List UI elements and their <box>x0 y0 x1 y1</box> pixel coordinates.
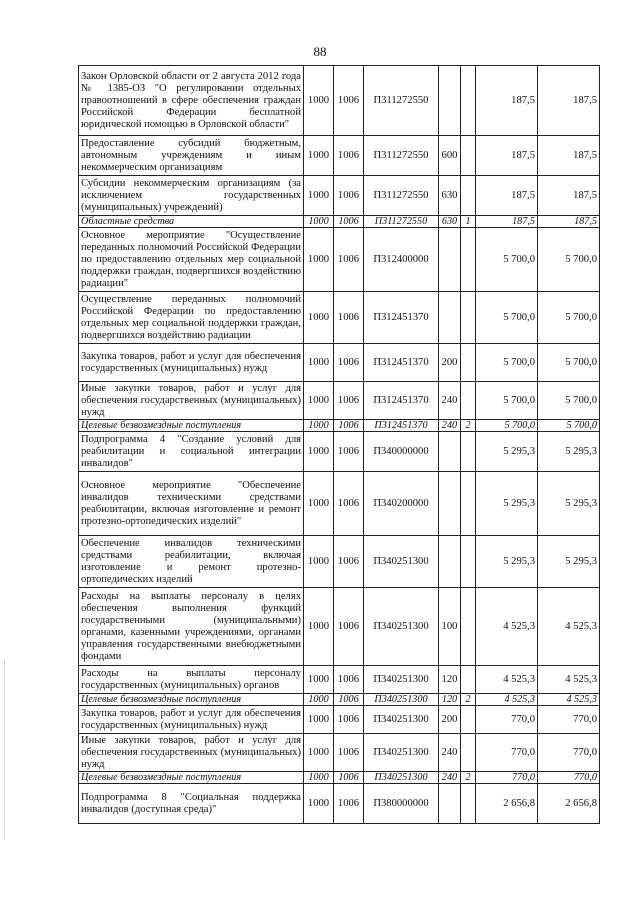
section-code: 1000 <box>304 382 334 420</box>
row-description: Субсидии некоммерческим организациям (за исключением государственных (муниципальных) учреждений) <box>79 176 304 216</box>
margin-marks <box>4 660 11 840</box>
expense-type-code <box>439 292 461 344</box>
amount-year-2: 187,5 <box>538 176 600 216</box>
amount-year-2: 5 700,0 <box>538 382 600 420</box>
funding-source-code <box>461 66 476 136</box>
target-article-code: П340251300 <box>364 588 439 666</box>
section-code: 1000 <box>304 432 334 472</box>
target-article-code: П340251300 <box>364 666 439 694</box>
funding-source-code <box>461 292 476 344</box>
amount-year-2: 5 700,0 <box>538 292 600 344</box>
row-description: Основное мероприятие "Обеспечение инвалидов техническими средствами реабилитации, включая изготовление и ремонт протезно-ортопедических изделий" <box>79 472 304 536</box>
target-article-code: П312451370 <box>364 344 439 382</box>
amount-year-1: 5 700,0 <box>476 292 538 344</box>
target-article-code: П312451370 <box>364 292 439 344</box>
subsection-code: 1006 <box>334 216 364 228</box>
expense-type-code <box>439 472 461 536</box>
funding-source-code <box>461 472 476 536</box>
expense-type-code: 630 <box>439 216 461 228</box>
table-row <box>79 536 600 588</box>
amount-year-2: 187,5 <box>538 136 600 176</box>
section-code: 1000 <box>304 734 334 772</box>
expense-type-code <box>439 536 461 588</box>
table-row <box>79 666 600 694</box>
table-row <box>79 176 600 216</box>
target-article-code: П340200000 <box>364 472 439 536</box>
table-row <box>79 432 600 472</box>
section-code: 1000 <box>304 176 334 216</box>
expense-type-code: 120 <box>439 694 461 706</box>
table-row <box>79 734 600 772</box>
section-code: 1000 <box>304 772 334 784</box>
row-description: Областные средства <box>79 216 304 228</box>
subsection-code: 1006 <box>334 228 364 292</box>
row-description: Целевые безвозмездные поступления <box>79 694 304 706</box>
funding-source-code <box>461 136 476 176</box>
expense-type-code: 120 <box>439 666 461 694</box>
amount-year-1: 770,0 <box>476 734 538 772</box>
subsection-code: 1006 <box>334 666 364 694</box>
row-description: Расходы на выплаты персоналу государственных (муниципальных) органов <box>79 666 304 694</box>
expense-type-code: 100 <box>439 588 461 666</box>
table-row <box>79 66 600 136</box>
subsection-code: 1006 <box>334 432 364 472</box>
subsection-code: 1006 <box>334 784 364 824</box>
target-article-code: П311272550 <box>364 66 439 136</box>
amount-year-1: 770,0 <box>476 706 538 734</box>
funding-source-code <box>461 784 476 824</box>
subsection-code: 1006 <box>334 176 364 216</box>
amount-year-1: 5 295,3 <box>476 536 538 588</box>
funding-source-code <box>461 228 476 292</box>
table-row <box>79 136 600 176</box>
table-row <box>79 228 600 292</box>
row-description: Иные закупки товаров, работ и услуг для обеспечения государственных (муниципальных) нужд <box>79 734 304 772</box>
section-code: 1000 <box>304 694 334 706</box>
table-row <box>79 784 600 824</box>
amount-year-2: 770,0 <box>538 772 600 784</box>
section-code: 1000 <box>304 136 334 176</box>
subsection-code: 1006 <box>334 706 364 734</box>
funding-source-code <box>461 176 476 216</box>
amount-year-2: 5 295,3 <box>538 432 600 472</box>
amount-year-2: 4 525,3 <box>538 694 600 706</box>
target-article-code: П340251300 <box>364 694 439 706</box>
subsection-code: 1006 <box>334 66 364 136</box>
funding-source-code <box>461 666 476 694</box>
amount-year-2: 5 700,0 <box>538 344 600 382</box>
section-code: 1000 <box>304 784 334 824</box>
subsection-code: 1006 <box>334 694 364 706</box>
subsection-code: 1006 <box>334 136 364 176</box>
row-description: Иные закупки товаров, работ и услуг для обеспечения государственных (муниципальных) нужд <box>79 382 304 420</box>
subsection-code: 1006 <box>334 292 364 344</box>
amount-year-2: 4 525,3 <box>538 588 600 666</box>
subsection-code: 1006 <box>334 772 364 784</box>
row-description: Предоставление субсидий бюджетным, автономным учреждениям и иным некоммерческим организациям <box>79 136 304 176</box>
section-code: 1000 <box>304 706 334 734</box>
table-row <box>79 420 600 432</box>
section-code: 1000 <box>304 588 334 666</box>
funding-source-code <box>461 588 476 666</box>
row-description: Подпрограмма 8 "Социальная поддержка инвалидов (доступная среда)" <box>79 784 304 824</box>
subsection-code: 1006 <box>334 734 364 772</box>
target-article-code: П312451370 <box>364 382 439 420</box>
target-article-code: П340000000 <box>364 432 439 472</box>
table-row <box>79 292 600 344</box>
amount-year-2: 187,5 <box>538 66 600 136</box>
expense-type-code: 240 <box>439 382 461 420</box>
expense-type-code: 200 <box>439 706 461 734</box>
row-description: Расходы на выплаты персоналу в целях обеспечения выполнения функций государственными (муниципальными) органами, казенными учреждениями, органами управления государственными внебюджетными фондами <box>79 588 304 666</box>
amount-year-2: 5 295,3 <box>538 472 600 536</box>
subsection-code: 1006 <box>334 588 364 666</box>
amount-year-1: 5 295,3 <box>476 472 538 536</box>
row-description: Закупка товаров, работ и услуг для обеспечения государственных (муниципальных) нужд <box>79 706 304 734</box>
amount-year-2: 5 295,3 <box>538 536 600 588</box>
table-row <box>79 382 600 420</box>
subsection-code: 1006 <box>334 536 364 588</box>
funding-source-code <box>461 344 476 382</box>
table-row <box>79 344 600 382</box>
amount-year-1: 187,5 <box>476 216 538 228</box>
amount-year-1: 2 656,8 <box>476 784 538 824</box>
target-article-code: П340251300 <box>364 706 439 734</box>
funding-source-code: 2 <box>461 694 476 706</box>
amount-year-1: 4 525,3 <box>476 588 538 666</box>
target-article-code: П340251300 <box>364 772 439 784</box>
table-row <box>79 694 600 706</box>
table-row <box>79 216 600 228</box>
section-code: 1000 <box>304 228 334 292</box>
expense-type-code <box>439 784 461 824</box>
row-description: Закон Орловской области от 2 августа 2012 года № 1385-ОЗ "О регулировании отдельных правоотношений в сфере обеспечения граждан Российской Федерации бесплатной юридической помощью в Орловской области" <box>79 66 304 136</box>
funding-source-code <box>461 382 476 420</box>
amount-year-1: 5 700,0 <box>476 344 538 382</box>
funding-source-code: 2 <box>461 772 476 784</box>
funding-source-code <box>461 432 476 472</box>
table-row <box>79 706 600 734</box>
subsection-code: 1006 <box>334 472 364 536</box>
target-article-code: П311272550 <box>364 136 439 176</box>
page-number: 88 <box>313 44 327 59</box>
amount-year-1: 5 700,0 <box>476 420 538 432</box>
section-code: 1000 <box>304 420 334 432</box>
amount-year-1: 4 525,3 <box>476 666 538 694</box>
expense-type-code: 600 <box>439 136 461 176</box>
amount-year-1: 5 700,0 <box>476 228 538 292</box>
funding-source-code: 1 <box>461 216 476 228</box>
amount-year-2: 770,0 <box>538 734 600 772</box>
section-code: 1000 <box>304 66 334 136</box>
target-article-code: П312451370 <box>364 420 439 432</box>
expense-type-code <box>439 228 461 292</box>
amount-year-1: 187,5 <box>476 66 538 136</box>
subsection-code: 1006 <box>334 344 364 382</box>
table-row <box>79 588 600 666</box>
row-description: Закупка товаров, работ и услуг для обеспечения государственных (муниципальных) нужд <box>79 344 304 382</box>
target-article-code: П311272550 <box>364 176 439 216</box>
row-description: Целевые безвозмездные поступления <box>79 772 304 784</box>
row-description: Подпрограмма 4 "Создание условий для реабилитации и социальной интеграции инвалидов" <box>79 432 304 472</box>
amount-year-2: 770,0 <box>538 706 600 734</box>
funding-source-code <box>461 734 476 772</box>
funding-source-code: 2 <box>461 420 476 432</box>
expense-type-code: 200 <box>439 344 461 382</box>
amount-year-1: 187,5 <box>476 176 538 216</box>
funding-source-code <box>461 536 476 588</box>
funding-source-code <box>461 706 476 734</box>
row-description: Осуществление переданных полномочий Российской Федерации по предоставлению отдельных мер социальной поддержки граждан, подвергшихся воздействию радиации <box>79 292 304 344</box>
table-row <box>79 472 600 536</box>
expense-type-code <box>439 66 461 136</box>
expense-type-code: 630 <box>439 176 461 216</box>
row-description: Основное мероприятие "Осуществление переданных полномочий Российской Федерации по предоставлению отдельных мер социальной поддержки граждан, подвергшихся воздействию радиации" <box>79 228 304 292</box>
section-code: 1000 <box>304 666 334 694</box>
amount-year-2: 5 700,0 <box>538 228 600 292</box>
row-description: Целевые безвозмездные поступления <box>79 420 304 432</box>
expense-type-code: 240 <box>439 420 461 432</box>
section-code: 1000 <box>304 536 334 588</box>
target-article-code: П312400000 <box>364 228 439 292</box>
section-code: 1000 <box>304 216 334 228</box>
amount-year-2: 4 525,3 <box>538 666 600 694</box>
subsection-code: 1006 <box>334 420 364 432</box>
amount-year-1: 187,5 <box>476 136 538 176</box>
target-article-code: П340251300 <box>364 734 439 772</box>
budget-table <box>78 65 600 824</box>
table-row <box>79 772 600 784</box>
amount-year-1: 5 700,0 <box>476 382 538 420</box>
section-code: 1000 <box>304 344 334 382</box>
subsection-code: 1006 <box>334 382 364 420</box>
target-article-code: П380000000 <box>364 784 439 824</box>
target-article-code: П311272550 <box>364 216 439 228</box>
amount-year-1: 4 525,3 <box>476 694 538 706</box>
expense-type-code: 240 <box>439 734 461 772</box>
expense-type-code <box>439 432 461 472</box>
expense-type-code: 240 <box>439 772 461 784</box>
section-code: 1000 <box>304 472 334 536</box>
amount-year-2: 187,5 <box>538 216 600 228</box>
amount-year-2: 5 700,0 <box>538 420 600 432</box>
amount-year-2: 2 656,8 <box>538 784 600 824</box>
table-body <box>79 66 600 824</box>
amount-year-1: 5 295,3 <box>476 432 538 472</box>
row-description: Обеспечение инвалидов техническими средствами реабилитации, включая изготовление и ремонт протезно-ортопедических изделий <box>79 536 304 588</box>
target-article-code: П340251300 <box>364 536 439 588</box>
amount-year-1: 770,0 <box>476 772 538 784</box>
section-code: 1000 <box>304 292 334 344</box>
